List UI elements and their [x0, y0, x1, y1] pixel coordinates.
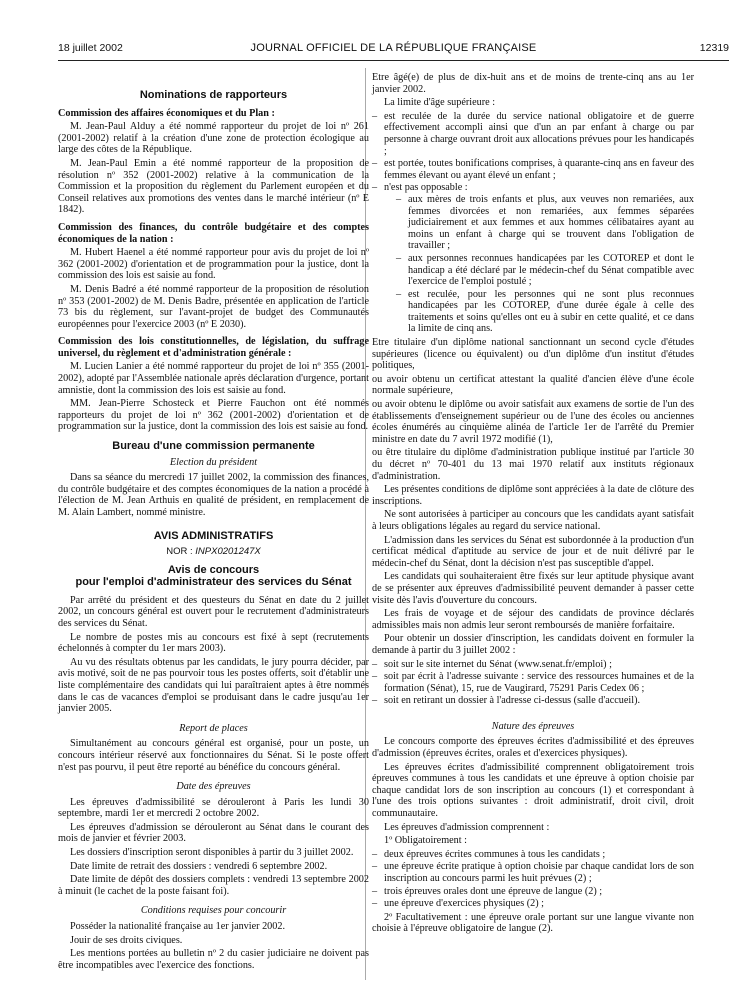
- list-item-text: n'est pas opposable :: [384, 182, 468, 194]
- paragraph: L'admission dans les services du Sénat est subordonnée à la production d'un certificat médical d'aptitude au service de jour et de nuit délivré par le médecin-chef du Sénat, dont la décision n'est pas susceptible d'appel.: [372, 534, 694, 569]
- dates-subheading: Date des épreuves: [176, 781, 251, 793]
- paragraph: Les épreuves d'admission comprennent :: [384, 821, 550, 833]
- report-subheading: Report de places: [179, 722, 248, 734]
- request-methods-list: [372, 659, 694, 707]
- paragraph: ou avoir obtenu le diplôme ou avoir satisfait aux examens de sortie de l'un des établissements d'enseignement supérieur ou de l'une des écoles ou anciennes écoles énumérés au cinquième alinéa de l'article 1er de l'arrêté du Premier ministre en date du 7 avril 1972 modifié (1),: [372, 399, 694, 445]
- list-item: [372, 182, 694, 335]
- list-item: – est portée, toutes bonifications comprises, à quarante-cinq ans en faveur des femmes élevant ou ayant élevé un enfant ;: [372, 158, 694, 181]
- paragraph: Etre âgé(e) de plus de dix-huit ans et de moins de trente-cinq ans au 1er janvier 2002.: [372, 72, 694, 95]
- paragraph: Dans sa séance du mercredi 17 juillet 2002, la commission des finances, du contrôle budgétaire et des comptes économiques de la nation a procédé à l'élection de M. Jean Arthuis en qualité de président, en remplacement de M. Alain Lambert, nommé ministre.: [58, 472, 369, 518]
- paragraph: M. Jean-Paul Emin a été nommé rapporteur de la proposition de résolution nº 352 (2001-2002) relative à la communication de la Commission et la proposition du règlement du Parlement européen et du Conseil relatives aux promotions des ventes dans le marché intérieur (nº E 1842).: [58, 157, 369, 216]
- paragraph: Posséder la nationalité française au 1er janvier 2002.: [70, 921, 285, 933]
- paragraph: Pour obtenir un dossier d'inscription, les candidats doivent en formuler la demande à partir du 3 juillet 2002 :: [372, 633, 694, 656]
- admission-list: [372, 849, 694, 910]
- commission-finances-heading: Commission des finances, du contrôle budgétaire et des comptes économiques de la nation :: [58, 221, 369, 245]
- header-journal-title: JOURNAL OFFICIEL DE LA RÉPUBLIQUE FRANÇAISE: [250, 42, 537, 54]
- paragraph: Simultanément au concours général est organisé, pour un poste, un concours intérieur réservé aux fonctionnaires du Sénat. Si le poste offert n'est pas pourvu, il peut être reporté au bénéfice du concours général.: [58, 738, 369, 773]
- paragraph: Au vu des résultats obtenus par les candidats, le jury pourra décider, par avis motivé, soit de ne pas pourvoir tous les postes offerts, soit d'établir une liste complémentaire des candidats qui lui paraîtraient aptes à être nommés dans le cas de vacances d'emploi se produisant dans le cadre jusqu'au 1er janvier 2005.: [58, 656, 369, 715]
- list-item: – soit en retirant un dossier à l'adresse ci-dessus (salle d'accueil).: [372, 695, 694, 707]
- election-subheading: Election du président: [169, 456, 258, 468]
- avis-heading: AVIS ADMINISTRATIFS: [153, 529, 274, 542]
- list-item: – deux épreuves écrites communes à tous les candidats ;: [372, 849, 694, 861]
- bureau-heading: Bureau d'une commission permanente: [112, 440, 315, 453]
- list-item: – est reculée de la durée du service national obligatoire et de guerre effectivement accompli ainsi que d'un an par enfant à charge ou par personne à charge ouvrant droit aux allocations prévues pour les handicapés ;: [372, 111, 694, 157]
- paragraph: Les épreuves d'admission se dérouleront au Sénat dans le courant des mois de janvier et février 2003.: [58, 821, 369, 845]
- left-column: [58, 90, 369, 973]
- paragraph: ou avoir obtenu un certificat attestant la qualité d'ancien élève d'une école normale supérieure,: [372, 373, 694, 397]
- paragraph: Les candidats qui souhaiteraient être fixés sur leur aptitude physique avant de se présenter aux épreuves d'admissibilité peuvent demander à passer cette visite dès l'avis d'ouverture du concours.: [372, 571, 694, 606]
- paragraph: Etre titulaire d'un diplôme national sanctionnant un second cycle d'études supérieures (licence ou équivalent) ou d'un diplôme d'un institut d'études politiques,: [372, 337, 694, 372]
- list-item: – une épreuve d'exercices physiques (2) ;: [372, 898, 694, 910]
- nor-reference: [58, 546, 369, 558]
- right-column: [372, 72, 694, 937]
- paragraph: La limite d'âge supérieure :: [384, 97, 496, 109]
- header-rule: [58, 60, 729, 61]
- paragraph: Le nombre de postes mis au concours est fixé à sept (recrutements échelonnés à compter du 1er mars 2003).: [58, 631, 369, 655]
- nor-label: NOR :: [166, 546, 196, 558]
- paragraph: M. Jean-Paul Alduy a été nommé rapporteur du projet de loi nº 261 (2001-2002) relatif à la création d'une zone de protection écologique au large des côtes de la République.: [58, 121, 369, 156]
- paragraph: Les frais de voyage et de séjour des candidats de province déclarés admissibles mais non admis leur seront remboursés de manière forfaitaire.: [372, 608, 694, 631]
- page-header: [58, 43, 729, 57]
- paragraph: 2º Facultativement : une épreuve orale portant sur une langue vivante non choisie à l'épreuve obligatoire de langue (2).: [372, 911, 694, 935]
- list-item: – aux mères de trois enfants et plus, aux veuves non remariées, aux femmes divorcées et non remariées, aux femmes séparées judiciairement et aux femmes et aux hommes célibataires ayant au moins un enfant à charge qui se trouvent dans l'obligation de travailler ;: [396, 194, 694, 252]
- paragraph: Les présentes conditions de diplôme sont appréciées à la date de clôture des inscriptions.: [372, 484, 694, 507]
- concours-title-line1: Avis de concours: [167, 563, 260, 576]
- list-item: – est reculée, pour les personnes qui ne sont plus reconnues handicapées par les COTOREP, d'une durée égale à celle des traitements et soins qu'elles ont eu à subir en cette qualité, et ce dans la limite de cinq ans.: [396, 289, 694, 335]
- paragraph: M. Hubert Haenel a été nommé rapporteur pour avis du projet de loi nº 362 (2001-2002) d'orientation et de programmation pour la justice, dont la commission des lois est saisie au fond.: [58, 247, 369, 282]
- paragraph: Les épreuves d'admissibilité se dérouleront à Paris les lundi 30 septembre, mardi 1er et mercredi 2 octobre 2002.: [58, 796, 369, 820]
- paragraph: M. Denis Badré a été nommé rapporteur de la proposition de résolution nº 353 (2001-2002) de M. Denis Badre, présentée en application de l'article 73 bis du règlement, sur l'avant-projet de budget des Communautés européennes pour l'exercice 2003 (nº E 2030).: [58, 283, 369, 330]
- conditions-subheading: Conditions requises pour concourir: [140, 905, 287, 917]
- paragraph: ou être titulaire du diplôme d'administration publique institué par l'article 30 du décret nº 70-401 du 13 mai 1970 relatif aux instituts régionaux d'administration.: [372, 447, 694, 482]
- nature-subheading: Nature des épreuves: [491, 720, 575, 732]
- age-limit-list: [372, 111, 694, 335]
- sub-list: [384, 194, 694, 335]
- paragraph: Date limite de retrait des dossiers : vendredi 6 septembre 2002.: [70, 860, 328, 872]
- paragraph: Ne sont autorisées à participer au concours que les candidats ayant satisfait à leurs obligations légales au regard du service national.: [372, 509, 694, 532]
- paragraph: MM. Jean-Pierre Schosteck et Pierre Fauchon ont été nommés rapporteurs du projet de loi nº 362 (2001-2002) d'orientation et de programmation sur la justice, dont la commission des lois est saisie au fond.: [58, 398, 369, 433]
- paragraph: Par arrêté du président et des questeurs du Sénat en date du 2 juillet 2002, un concours général est ouvert pour le recrutement d'administrateurs des services du Sénat.: [58, 594, 369, 629]
- list-item: – une épreuve écrite pratique à option choisie par chaque candidat lors de son inscription au concours parmi les huit prévues (2) ;: [372, 861, 694, 884]
- nor-code: INPX0201247X: [195, 546, 261, 558]
- list-item: – soit par écrit à l'adresse suivante : service des ressources humaines et de la formation (Sénat), 15, rue de Vaugirard, 75291 Paris Cedex 06 ;: [372, 671, 694, 694]
- paragraph: M. Lucien Lanier a été nommé rapporteur du projet de loi nº 355 (2001-2002), adopté par l'Assemblée nationale après déclaration d'urgence, portant amnistie, dont la commission des lois est saisie au fond.: [58, 361, 369, 396]
- list-item: – aux personnes reconnues handicapées par les COTOREP et dont le handicap a été déclaré par le médecin-chef du Sénat compatible avec l'exercice de l'emploi postulé ;: [396, 253, 694, 288]
- concours-title-line2: pour l'emploi d'administrateur des services du Sénat: [75, 576, 352, 589]
- header-date: 18 juillet 2002: [58, 42, 123, 54]
- paragraph: Les dossiers d'inscription seront disponibles à partir du 3 juillet 2002.: [70, 847, 354, 859]
- paragraph: Le concours comporte des épreuves écrites d'admissibilité et des épreuves d'admission (épreuves écrites, orales et d'exercices physiques).: [372, 736, 694, 760]
- header-page-number: 12319: [699, 42, 729, 54]
- paragraph: Date limite de dépôt des dossiers complets : vendredi 13 septembre 2002 à minuit (le cachet de la poste faisant foi).: [58, 874, 369, 897]
- paragraph: 1º Obligatoirement :: [384, 835, 467, 847]
- list-item: – trois épreuves orales dont une épreuve de langue (2) ;: [372, 886, 694, 898]
- nominations-heading: Nominations de rapporteurs: [139, 89, 288, 101]
- paragraph: Les mentions portées au bulletin nº 2 du casier judiciaire ne doivent pas être incompatibles avec l'exercice des fonctions.: [58, 948, 369, 971]
- commission-eco-heading: Commission des affaires économiques et du Plan :: [58, 107, 275, 119]
- paragraph: Jouir de ses droits civiques.: [70, 934, 183, 946]
- commission-lois-heading: Commission des lois constitutionnelles, de législation, du suffrage universel, du règlement et d'administration générale :: [58, 336, 369, 359]
- concours-heading: [58, 564, 369, 589]
- list-item: – soit sur le site internet du Sénat (www.senat.fr/emploi) ;: [372, 659, 694, 671]
- paragraph: Les épreuves écrites d'admissibilité comprennent obligatoirement trois épreuves communes à tous les candidats et une épreuve à option choisie par chaque candidat lors de son inscription au concours (1) et correspondant à l'une des trois options suivantes : droit administratif, droit civil, droit communautaire.: [372, 761, 694, 820]
